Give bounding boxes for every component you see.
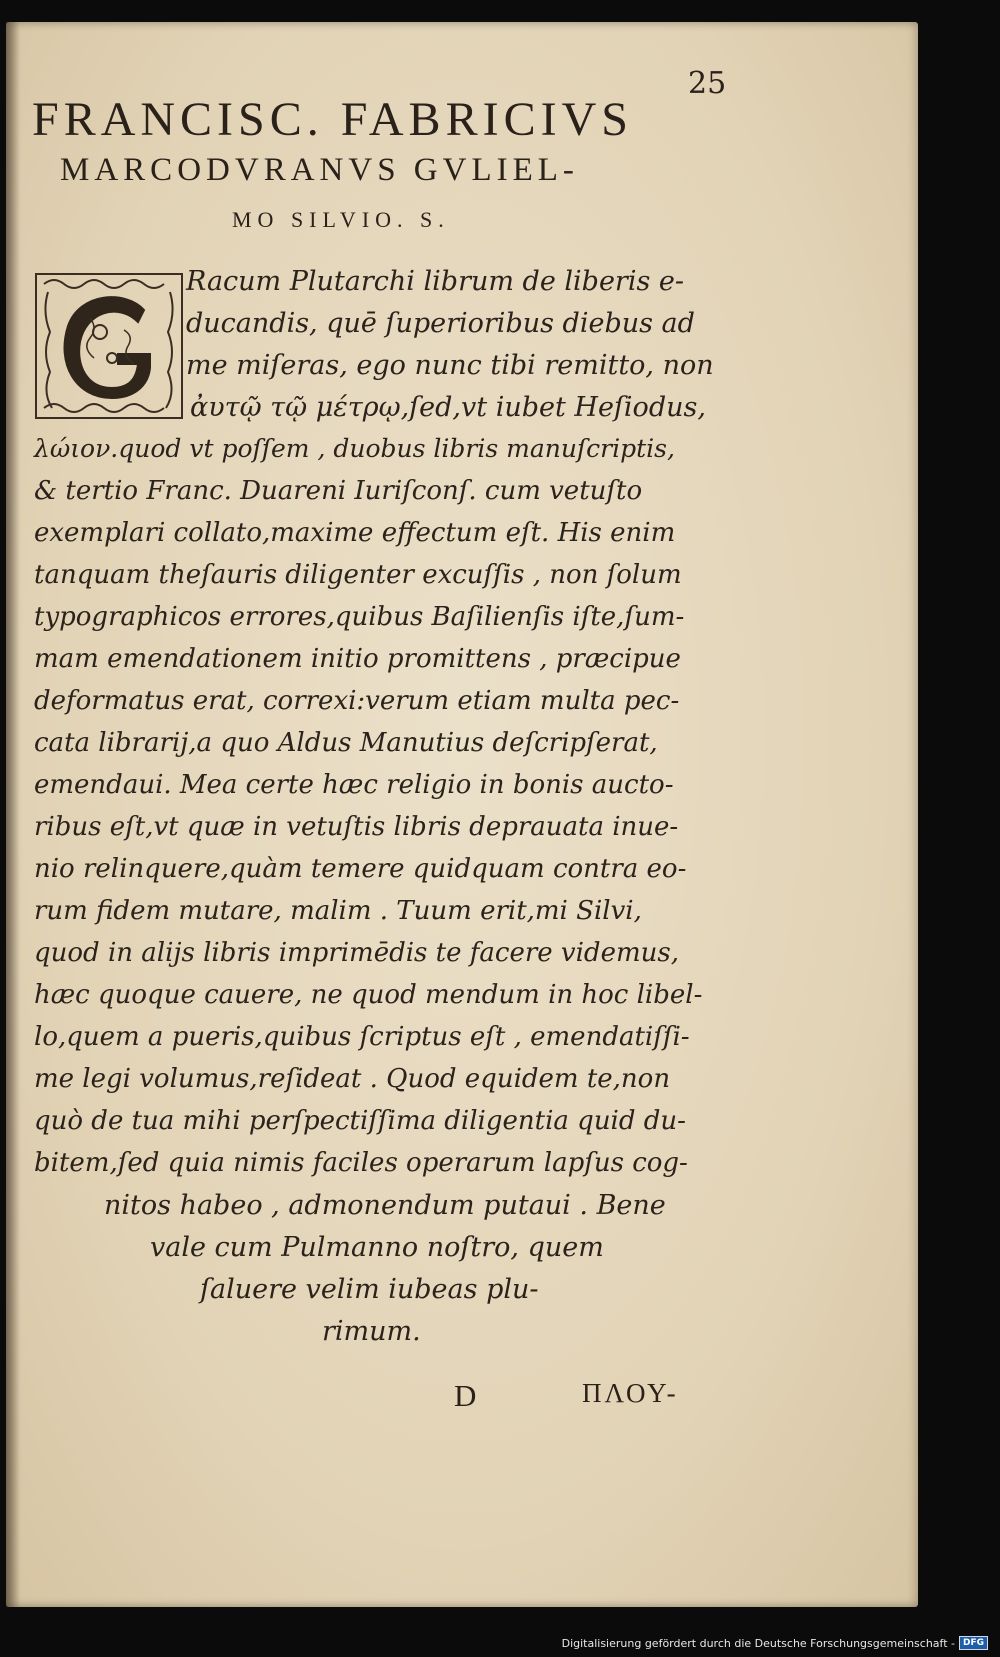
text-line-7: exemplari collato,maxime effectum eſt. His enim: [34, 518, 676, 548]
text-line-11: deformatus erat, correxi:verum etiam multa pec-: [34, 686, 680, 716]
footer: [562, 1636, 988, 1650]
text-line-25: ſaluere velim iubeas plu-: [200, 1274, 539, 1305]
text-line-5: λώιον.quod vt poſſem , duobus libris manuſcriptis,: [34, 434, 675, 463]
text-line-20: me legi volumus,reſideat . Quod equidem te,non: [34, 1064, 671, 1094]
footer-text: Digitalisierung gefördert durch die Deutsche Forschungsgemeinschaft -: [561, 1636, 955, 1650]
catchword: ΠΛΟΥ-: [582, 1378, 679, 1408]
text-line-19: lo,quem a pueris,quibus ſcriptus eſt , emendatiſſi-: [34, 1022, 690, 1052]
text-line-22: bitem,ſed quia nimis faciles operarum lapſus cog-: [34, 1148, 688, 1178]
text-line-16: rum fidem mutare, malim . Tuum erit,mi Silvi,: [34, 896, 642, 926]
text-line-21: quò de tua mihi perſpectiſſima diligentia quid du-: [34, 1106, 686, 1136]
text-line-9: typographicos errores,quibus Baſilienſis iſte,ſum-: [34, 602, 685, 632]
text-line-23: nitos habeo , admonendum putaui . Bene: [104, 1190, 666, 1221]
heading-line-3: MO SILVIO. S.: [232, 207, 450, 232]
text-line-13: emendaui. Mea certe hæc religio in bonis aucto-: [34, 770, 674, 800]
text-line-18: hæc quoque cauere, ne quod mendum in hoc libel-: [34, 980, 703, 1010]
signature-mark: D: [454, 1378, 480, 1413]
text-line-12: cata librarij,a quo Aldus Manutius deſcripſerat,: [34, 728, 658, 758]
heading-line-2: MARCODVRANVS GVLIEL-: [60, 152, 579, 188]
text-line-2: ducandis, quē ſuperioribus diebus ad: [186, 308, 695, 339]
text-line-14: ribus eſt,vt quæ in vetuſtis libris deprauata inue-: [34, 812, 679, 842]
dfg-logo-icon[interactable]: DFG: [959, 1636, 988, 1650]
text-line-17: quod in alijs libris imprimēdis te facere videmus,: [34, 938, 679, 968]
text-line-3: me miſeras, ego nunc tibi remitto, non: [186, 350, 714, 381]
text-line-6: & tertio Franc. Duareni Iuriſconſ. cum vetuſto: [34, 476, 643, 506]
page-gutter-shadow: [6, 22, 20, 1607]
heading-line-1: FRANCISC. FABRICIVS: [32, 93, 633, 146]
decorated-initial-G-icon: [34, 272, 184, 420]
text-line-4: ἀυτῷ τῷ μέτρῳ,ſed,vt iubet Heſiodus,: [190, 392, 706, 423]
text-line-1: Racum Plutarchi librum de liberis e-: [186, 266, 685, 297]
text-line-24: vale cum Pulmanno noſtro, quem: [150, 1232, 604, 1263]
text-line-26: rimum.: [322, 1316, 421, 1347]
text-line-15: nio relinquere,quàm temere quidquam contra eo-: [34, 854, 687, 884]
text-line-8: tanquam theſauris diligenter excuſſis , non ſolum: [34, 560, 682, 590]
page-number: 25: [688, 66, 727, 101]
text-line-10: mam emendationem initio promittens , præcipue: [34, 644, 681, 674]
